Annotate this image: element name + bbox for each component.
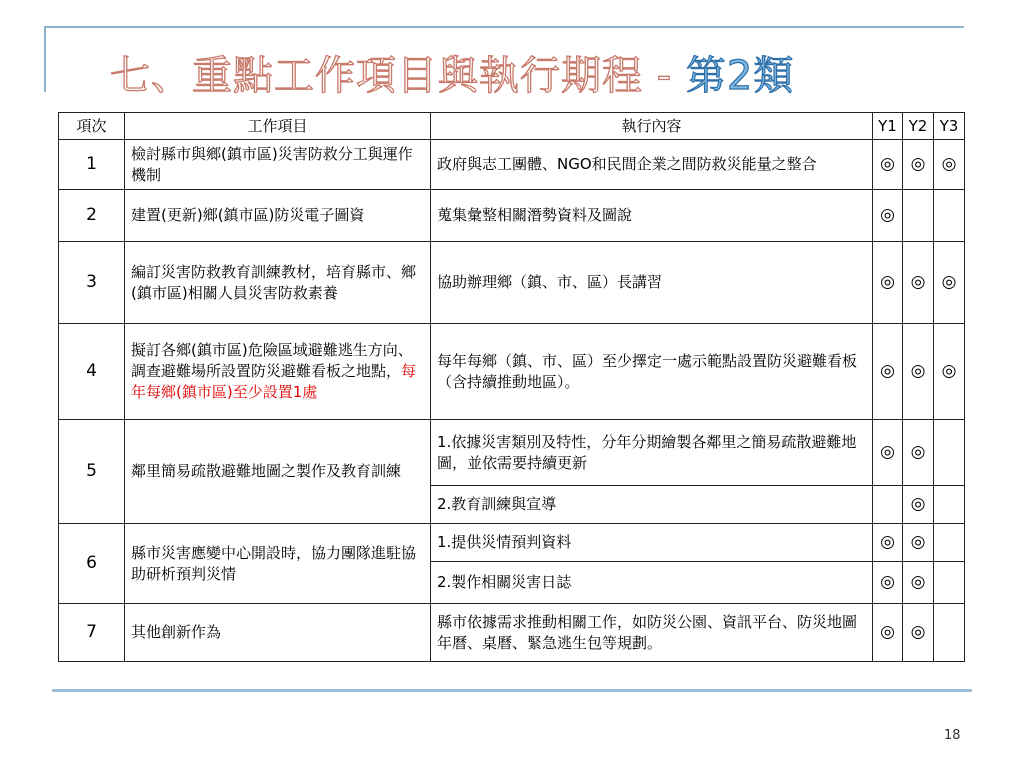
- row-content: 縣市依據需求推動相關工作，如防災公園、資訊平台、防災地圖年曆、桌曆、緊急逃生包等規劃。: [431, 604, 873, 662]
- row-y1-mark: ◎: [873, 604, 903, 662]
- title-sub: 第2類: [672, 53, 795, 99]
- row-y1-mark: ◎: [873, 324, 903, 420]
- row-y3-mark: ◎: [934, 324, 965, 420]
- row-y1-mark: [873, 486, 903, 524]
- row-y2-mark: ◎: [903, 140, 934, 190]
- row-y1-mark: ◎: [873, 562, 903, 604]
- row-y2-mark: ◎: [903, 324, 934, 420]
- table-row: [59, 242, 965, 324]
- row-number: 4: [59, 324, 125, 420]
- row-y2-mark: ◎: [903, 242, 934, 324]
- row-content: 政府與志工團體、NGO和民間企業之間防救災能量之整合: [431, 140, 873, 190]
- bottom-rule: [52, 689, 972, 692]
- row-y2-mark: ◎: [903, 604, 934, 662]
- row-item-highlight: 每年每鄉(鎮市區)至少設置1處: [131, 362, 417, 401]
- header-content: 執行內容: [431, 113, 873, 140]
- row-y3-mark: [934, 486, 965, 524]
- row-y3-mark: ◎: [934, 140, 965, 190]
- row-number: 1: [59, 140, 125, 190]
- row-number: 6: [59, 524, 125, 604]
- header-item: 工作項目: [125, 113, 431, 140]
- row-content: 2.製作相關災害日誌: [431, 562, 873, 604]
- row-item: 鄰里簡易疏散避難地圖之製作及教育訓練: [125, 420, 431, 524]
- table-row: [59, 420, 965, 486]
- row-item: 檢討縣市與鄉(鎮市區)災害防救分工與運作機制: [125, 140, 431, 190]
- row-item-text: 擬訂各鄉(鎮市區)危險區域避難逃生方向、調查避難場所設置防災避難看板之地點，: [131, 341, 413, 380]
- row-item: 縣市災害應變中心開設時，協力團隊進駐協助研析預判災情: [125, 524, 431, 604]
- row-content: 1.提供災情預判資料: [431, 524, 873, 562]
- row-item: 其他創新作為: [125, 604, 431, 662]
- row-content: 蒐集彙整相關潛勢資料及圖說: [431, 190, 873, 242]
- table-header-row: [59, 113, 965, 140]
- page-number: 18: [944, 728, 961, 743]
- page-title: [110, 50, 794, 102]
- row-y3-mark: [934, 604, 965, 662]
- row-y2-mark: ◎: [903, 562, 934, 604]
- row-y1-mark: ◎: [873, 420, 903, 486]
- row-number: 7: [59, 604, 125, 662]
- row-content: 每年每鄉（鎮、市、區）至少擇定一處示範點設置防災避難看板（含持續推動地區）。: [431, 324, 873, 420]
- row-content: 協助辦理鄉（鎮、市、區）長講習: [431, 242, 873, 324]
- table-row: [59, 604, 965, 662]
- row-item: 建置(更新)鄉(鎮市區)防災電子圖資: [125, 190, 431, 242]
- row-y3-mark: [934, 562, 965, 604]
- table-row: [59, 140, 965, 190]
- row-number: 5: [59, 420, 125, 524]
- row-y1-mark: ◎: [873, 190, 903, 242]
- row-content: 2.教育訓練與宣導: [431, 486, 873, 524]
- row-item: [125, 324, 431, 420]
- row-y2-mark: [903, 190, 934, 242]
- header-y2: Y2: [903, 113, 934, 140]
- row-y3-mark: [934, 524, 965, 562]
- row-number: 2: [59, 190, 125, 242]
- row-y2-mark: ◎: [903, 420, 934, 486]
- row-y1-mark: ◎: [873, 242, 903, 324]
- table-row: [59, 190, 965, 242]
- row-y3-mark: [934, 190, 965, 242]
- row-y2-mark: ◎: [903, 486, 934, 524]
- top-rule: [44, 26, 964, 28]
- row-number: 3: [59, 242, 125, 324]
- header-no: 項次: [59, 113, 125, 140]
- row-y2-mark: ◎: [903, 524, 934, 562]
- row-y3-mark: [934, 420, 965, 486]
- work-schedule-table: [58, 112, 965, 662]
- header-y1: Y1: [873, 113, 903, 140]
- row-content: 1.依據災害類別及特性，分年分期繪製各鄰里之簡易疏散避難地圖，並依需要持續更新: [431, 420, 873, 486]
- row-y3-mark: ◎: [934, 242, 965, 324]
- header-y3: Y3: [934, 113, 965, 140]
- row-y1-mark: ◎: [873, 140, 903, 190]
- row-y1-mark: ◎: [873, 524, 903, 562]
- table-row: [59, 524, 965, 562]
- table-row: [59, 324, 965, 420]
- title-main: 七、重點工作項目與執行期程 -: [110, 53, 673, 99]
- left-rule: [44, 26, 46, 92]
- row-item: 編訂災害防救教育訓練教材，培育縣市、鄉(鎮市區)相關人員災害防救素養: [125, 242, 431, 324]
